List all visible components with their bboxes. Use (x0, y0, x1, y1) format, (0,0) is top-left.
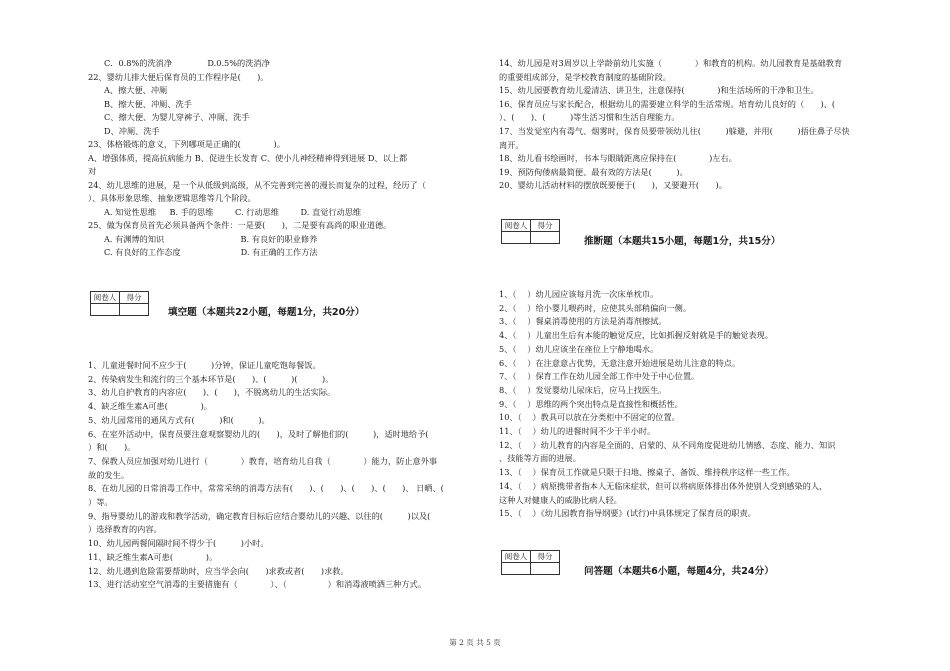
reviewer-cell[interactable] (502, 232, 531, 244)
section-title: 推断题（本题共15小题，每题1分，共15分） (584, 236, 781, 247)
score-cell[interactable] (531, 232, 560, 244)
text-line: B、擦大便、冲厕、洗手 (104, 98, 192, 109)
text-line: 8、在幼儿园的日常消毒工作中，常常采纳的消毒方法有( )、( )、( )、( )、 日晒、( (88, 483, 444, 494)
text-line: 离开。 (499, 139, 524, 150)
text-line: 3、（ ）餐桌消毒使用的方法是消毒剂擦拭。 (499, 316, 667, 327)
score-label: 得分 (531, 220, 560, 232)
text-line: 4、缺乏维生素A可患( )。 (88, 401, 212, 412)
text-line: 这种人对健康人的威胁比病人轻。 (499, 494, 622, 505)
text-line: 10、幼儿园两餐间隔时间不得少于( )小时。 (88, 538, 269, 549)
text-line: 6、（ ）在注意意占优势，无意注意开始进展是幼儿注意的特点。 (499, 357, 741, 368)
text-line: 14、幼儿园是对3周岁以上学龄前幼儿实施（ ）和教育的机构。幼儿园教育是基础教育 (499, 58, 843, 68)
text-line: 7、保教人员应加强对幼儿进行（ ）教育，培育幼儿自我（ ）能力，防止意外事 (88, 455, 438, 466)
text-line: 9、（ ）思维的两个突出特点是直接性和概括性。 (499, 398, 683, 409)
score-cell[interactable] (120, 304, 149, 316)
text-line: 1、（ ）幼儿园应该每月洗一次床单枕巾。 (499, 289, 659, 299)
left-column (88, 0, 488, 671)
text-line: 16、保育员应与家长配合，根据幼儿的需要建立科学的生活常规。培育幼儿良好的（ )、( (499, 98, 836, 109)
text-line: 14、（ ）病原携带者指本人无临床症状，但可以将病原体排出体外使别人受到感染的人， (499, 480, 828, 491)
text-line: 4、（ ）儿童出生后有本能的触觉反应，比如抓握反射就是手的触觉表现。 (499, 330, 773, 341)
text-line: 故的发生。 (88, 469, 129, 480)
text-line: 1、儿童进餐时间不应少于( )分钟，保证儿童吃饱每餐饭。 (88, 360, 321, 370)
reviewer-cell[interactable] (91, 304, 120, 316)
text-line: ）、( )、( )等生活习惯和生活自理能力。 (499, 112, 680, 123)
section-title: 填空题（本题共22小题，每题1分，共20分） (168, 307, 365, 318)
text-line: A、增强体质，提高抗病能力 B、促进生长发育 C、使小儿神经精神得到进展 D、以上都 (88, 152, 408, 163)
text-line: 3、幼儿自护教育的内容应( )、( )，不脱离幼儿的生活实际。 (88, 387, 336, 398)
text-line: 24、幼儿思维的进展，是一个从低级到高级，从不完善到完善的漫长而复杂的过程，经历了（ (88, 179, 426, 190)
text-line: C．0.8%的洗消净 D.0.5%的洗消净 (104, 58, 270, 68)
text-line: 9、指导婴幼儿的游戏和教学活动，确定教育目标后应结合婴幼儿的兴趣、以往的( )以及( (88, 510, 431, 521)
reviewer-label: 阅卷人 (502, 220, 531, 232)
text-line: 23、体格锻炼的意义，下列哪项是正确的( )。 (88, 139, 285, 149)
text-line: 12、（ ）幼儿教育的内容是全面的、启蒙的、从不同角度促进幼儿情感、态度、能力、知识 (499, 439, 836, 450)
score-box (90, 291, 149, 316)
text-line: 6、在室外活动中，保育员要注意观察婴幼儿的( )，及时了解他们的( )，适时地给予( (88, 428, 429, 439)
text-line: 19、预防佝偻病最简便、最有效的方法是( )。 (499, 166, 688, 177)
text-line: A、擦大便、冲厕 (104, 85, 168, 95)
text-line: 15、幼儿园要教育幼儿爱清洁、讲卫生，注意保持( )和生活场所的干净和卫生。 (499, 85, 819, 96)
text-line: 12、幼儿遇到危险需要帮助时，应当学会向( )求救或者( )求救。 (88, 565, 349, 576)
text-line: 13、进行活动室空气消毒的主要措施有（ ）、（ ）和消毒液喷洒三种方式。 (88, 579, 426, 590)
text-line: ）选择教育的内容。 (88, 524, 162, 535)
reviewer-cell[interactable] (502, 563, 531, 575)
text-line: ）等。 (88, 497, 113, 507)
score-box (501, 550, 560, 575)
text-line: D、冲厕、洗手 (104, 125, 160, 136)
text-line: 25、做为保育员首先必须具备两个条件：一是要( )，二是要有高尚的职业道德。 (88, 220, 392, 230)
text-line: 10、（ ）教具可以放在分类柜中不固定的位置。 (499, 412, 680, 423)
text-line: C. 有良好的工作态度 D. 有正确的工作方法 (104, 247, 318, 257)
text-line: 2、传染病发生和流行的三个基本环节是( )、( )( )。 (88, 373, 334, 384)
text-line: 11、缺乏维生素A可患( )。 (88, 551, 218, 562)
page-number: 第 2 页 共 5 页 (449, 638, 501, 647)
text-line: 7、（ ）保育工作在幼儿园全部工作中处于中心位置。 (499, 371, 700, 382)
text-line: 11、（ ）幼儿的进餐时间不少于半小时。 (499, 426, 656, 436)
score-label: 得分 (120, 292, 149, 304)
text-line: ）、具体形象思维、抽象逻辑思维等几个阶段。 (88, 193, 256, 203)
score-label: 得分 (531, 551, 560, 563)
text-line: A. 知觉性思维 B. 手的思维 C. 行动思维 D. 直觉行动思维 (104, 206, 362, 217)
text-line: 18、幼儿看书绘画时，书本与眼睛距离应保持在( )左右。 (499, 153, 737, 164)
text-line: 22、婴幼儿排大便后保育员的工作程序是( )。 (88, 71, 269, 82)
text-line: 5、（ ）幼儿应该坐在座位上宁静地喝水。 (499, 343, 659, 354)
text-line: 20、婴幼儿活动材料的摆放既要便于( )，又要避开( )。 (499, 180, 727, 191)
text-line: ）和( )。 (88, 442, 136, 453)
reviewer-label: 阅卷人 (91, 292, 120, 304)
text-line: 2、（ ）给小婴儿喂药时，应使其头部稍偏向一侧。 (499, 302, 692, 313)
text-line: 的重要组成部分，是学校教育制度的基础阶段。 (499, 71, 671, 82)
section-title: 问答题（本题共6小题，每题4分，共24分） (584, 566, 774, 577)
text-line: 5、幼儿园常用的通风方式有( )和( )。 (88, 414, 270, 425)
text-line: A. 有渊博的知识 B. 有良好的职业修养 (104, 233, 318, 244)
text-line: 17、当发觉室内有毒气、烟雾时，保育员要带领幼儿往( )躲避，并用( )捂住鼻子尽快 (499, 126, 850, 136)
text-line: 对 (88, 166, 97, 176)
text-line: 13、（ ）保育员工作就是只限于扫地、擦桌子、备饭、维持秩序这样一些工作。 (499, 467, 795, 478)
text-line: 15、（ ）《幼儿园教育指导纲要》(试行)中具体规定了保育员的职责。 (499, 508, 756, 519)
text-line: C、擦大便、为婴儿穿裤子、冲厕、洗手 (104, 112, 250, 122)
score-cell[interactable] (531, 563, 560, 575)
reviewer-label: 阅卷人 (502, 551, 531, 563)
text-line: 8、（ ）发觉婴幼儿尿床后，应马上找医生。 (499, 384, 667, 395)
score-box (501, 219, 560, 244)
text-line: 、技能等方面的进展。 (499, 453, 581, 464)
right-column (499, 0, 909, 671)
